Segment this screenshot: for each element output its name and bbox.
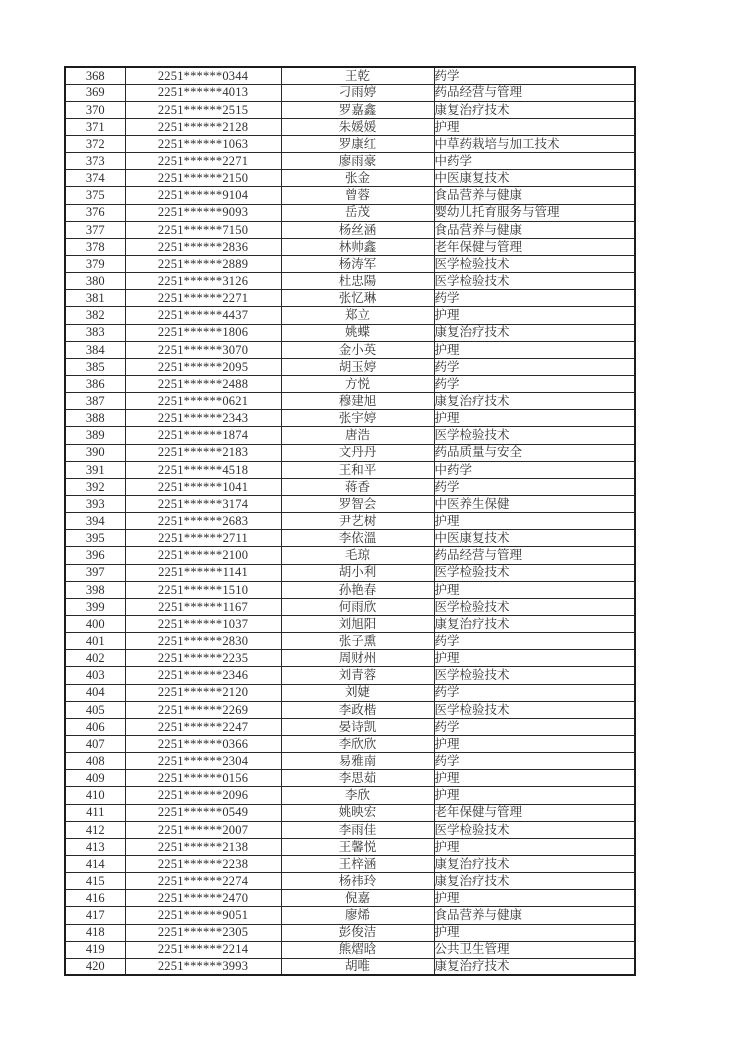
table-row <box>65 290 635 307</box>
row-number-cell: 386 <box>65 376 125 393</box>
candidate-id-cell: 2251******1063 <box>125 136 281 153</box>
row-number-cell: 407 <box>65 735 125 752</box>
name-cell: 彭俊洁 <box>281 924 434 941</box>
major-cell: 中医康复技术 <box>434 530 635 547</box>
table-row <box>65 238 635 255</box>
table-row <box>65 461 635 478</box>
name-cell: 唐浩 <box>281 427 434 444</box>
name-cell: 杨祎玲 <box>281 873 434 890</box>
major-cell: 医学检验技术 <box>434 821 635 838</box>
row-number-cell: 381 <box>65 290 125 307</box>
major-cell: 药学 <box>434 684 635 701</box>
candidate-id-cell: 2251******1874 <box>125 427 281 444</box>
table-row <box>65 358 635 375</box>
candidate-id-cell: 2251******0621 <box>125 393 281 410</box>
row-number-cell: 400 <box>65 616 125 633</box>
major-cell: 医学检验技术 <box>434 564 635 581</box>
candidate-id-cell: 2251******2836 <box>125 238 281 255</box>
candidate-id-cell: 2251******4437 <box>125 307 281 324</box>
row-number-cell: 391 <box>65 461 125 478</box>
name-cell: 刘旭阳 <box>281 616 434 633</box>
candidate-id-cell: 2251******2304 <box>125 753 281 770</box>
major-cell: 医学检验技术 <box>434 427 635 444</box>
name-cell: 周财州 <box>281 650 434 667</box>
candidate-id-cell: 2251******9104 <box>125 187 281 204</box>
candidate-id-cell: 2251******2889 <box>125 256 281 273</box>
row-number-cell: 378 <box>65 238 125 255</box>
major-cell: 中草药栽培与加工技术 <box>434 136 635 153</box>
row-number-cell: 383 <box>65 324 125 341</box>
row-number-cell: 388 <box>65 410 125 427</box>
name-cell: 张子熏 <box>281 633 434 650</box>
major-cell: 护理 <box>434 341 635 358</box>
table-row <box>65 444 635 461</box>
major-cell: 康复治疗技术 <box>434 873 635 890</box>
candidate-id-cell: 2251******1806 <box>125 324 281 341</box>
major-cell: 中药学 <box>434 153 635 170</box>
row-number-cell: 418 <box>65 924 125 941</box>
candidate-id-cell: 2251******1167 <box>125 598 281 615</box>
table-row <box>65 204 635 221</box>
row-number-cell: 371 <box>65 118 125 135</box>
name-cell: 李雨佳 <box>281 821 434 838</box>
major-cell: 康复治疗技术 <box>434 616 635 633</box>
candidate-id-cell: 2251******9093 <box>125 204 281 221</box>
row-number-cell: 375 <box>65 187 125 204</box>
name-cell: 郑立 <box>281 307 434 324</box>
candidate-id-cell: 2251******1510 <box>125 581 281 598</box>
candidate-id-cell: 2251******2515 <box>125 101 281 118</box>
candidate-id-cell: 2251******1037 <box>125 616 281 633</box>
name-cell: 杜忠陽 <box>281 273 434 290</box>
table-row <box>65 118 635 135</box>
row-number-cell: 384 <box>65 341 125 358</box>
candidate-id-cell: 2251******2346 <box>125 667 281 684</box>
major-cell: 护理 <box>434 838 635 855</box>
row-number-cell: 411 <box>65 804 125 821</box>
candidate-id-cell: 2251******2235 <box>125 650 281 667</box>
candidate-id-cell: 2251******0156 <box>125 770 281 787</box>
table-row <box>65 667 635 684</box>
name-cell: 胡小利 <box>281 564 434 581</box>
major-cell: 食品营养与健康 <box>434 907 635 924</box>
row-number-cell: 393 <box>65 496 125 513</box>
row-number-cell: 413 <box>65 838 125 855</box>
candidate-id-cell: 2251******2274 <box>125 873 281 890</box>
row-number-cell: 380 <box>65 273 125 290</box>
table-row <box>65 907 635 924</box>
major-cell: 药学 <box>434 67 635 84</box>
candidate-id-cell: 2251******2183 <box>125 444 281 461</box>
row-number-cell: 372 <box>65 136 125 153</box>
major-cell: 康复治疗技术 <box>434 324 635 341</box>
table-row <box>65 221 635 238</box>
name-cell: 李欣欣 <box>281 735 434 752</box>
table-row <box>65 633 635 650</box>
name-cell: 曾蓉 <box>281 187 434 204</box>
major-cell: 老年保健与管理 <box>434 804 635 821</box>
name-cell: 易雅南 <box>281 753 434 770</box>
name-cell: 罗智会 <box>281 496 434 513</box>
name-cell: 熊熠晗 <box>281 941 434 958</box>
major-cell: 医学检验技术 <box>434 667 635 684</box>
row-number-cell: 398 <box>65 581 125 598</box>
row-number-cell: 376 <box>65 204 125 221</box>
candidate-id-cell: 2251******2150 <box>125 170 281 187</box>
name-cell: 王和平 <box>281 461 434 478</box>
major-cell: 药学 <box>434 633 635 650</box>
name-cell: 姚映宏 <box>281 804 434 821</box>
table-row <box>65 513 635 530</box>
name-cell: 王乾 <box>281 67 434 84</box>
table-row <box>65 855 635 872</box>
table-row <box>65 598 635 615</box>
name-cell: 文丹丹 <box>281 444 434 461</box>
candidate-id-cell: 2251******3070 <box>125 341 281 358</box>
candidate-id-cell: 2251******2007 <box>125 821 281 838</box>
candidate-id-cell: 2251******4518 <box>125 461 281 478</box>
major-cell: 医学检验技术 <box>434 256 635 273</box>
row-number-cell: 401 <box>65 633 125 650</box>
roster-table-body <box>65 67 635 975</box>
table-row <box>65 410 635 427</box>
name-cell: 李欣 <box>281 787 434 804</box>
row-number-cell: 414 <box>65 855 125 872</box>
table-row <box>65 581 635 598</box>
table-row <box>65 684 635 701</box>
candidate-id-cell: 2251******3993 <box>125 958 281 975</box>
table-row <box>65 393 635 410</box>
major-cell: 食品营养与健康 <box>434 187 635 204</box>
major-cell: 护理 <box>434 924 635 941</box>
major-cell: 中药学 <box>434 461 635 478</box>
name-cell: 姚蝶 <box>281 324 434 341</box>
name-cell: 廖雨豪 <box>281 153 434 170</box>
name-cell: 张宇婷 <box>281 410 434 427</box>
name-cell: 何雨欣 <box>281 598 434 615</box>
name-cell: 刁雨婷 <box>281 84 434 101</box>
table-row <box>65 84 635 101</box>
row-number-cell: 408 <box>65 753 125 770</box>
table-row <box>65 273 635 290</box>
major-cell: 护理 <box>434 410 635 427</box>
name-cell: 尹艺树 <box>281 513 434 530</box>
table-row <box>65 341 635 358</box>
candidate-id-cell: 2251******2683 <box>125 513 281 530</box>
name-cell: 杨涛军 <box>281 256 434 273</box>
major-cell: 医学检验技术 <box>434 701 635 718</box>
row-number-cell: 403 <box>65 667 125 684</box>
major-cell: 护理 <box>434 650 635 667</box>
candidate-id-cell: 2251******2096 <box>125 787 281 804</box>
major-cell: 康复治疗技术 <box>434 958 635 975</box>
table-row <box>65 376 635 393</box>
name-cell: 张忆琳 <box>281 290 434 307</box>
name-cell: 廖烯 <box>281 907 434 924</box>
major-cell: 护理 <box>434 735 635 752</box>
candidate-id-cell: 2251******2138 <box>125 838 281 855</box>
candidate-id-cell: 2251******2214 <box>125 941 281 958</box>
roster-table-container <box>64 66 636 976</box>
candidate-id-cell: 2251******2238 <box>125 855 281 872</box>
table-row <box>65 890 635 907</box>
table-row <box>65 616 635 633</box>
name-cell: 岳茂 <box>281 204 434 221</box>
major-cell: 药品经营与管理 <box>434 547 635 564</box>
row-number-cell: 374 <box>65 170 125 187</box>
candidate-id-cell: 2251******2271 <box>125 153 281 170</box>
row-number-cell: 409 <box>65 770 125 787</box>
table-row <box>65 718 635 735</box>
candidate-id-cell: 2251******9051 <box>125 907 281 924</box>
table-row <box>65 735 635 752</box>
candidate-id-cell: 2251******2305 <box>125 924 281 941</box>
row-number-cell: 385 <box>65 358 125 375</box>
candidate-id-cell: 2251******3126 <box>125 273 281 290</box>
table-row <box>65 307 635 324</box>
candidate-id-cell: 2251******2470 <box>125 890 281 907</box>
candidate-id-cell: 2251******2128 <box>125 118 281 135</box>
table-row <box>65 958 635 975</box>
major-cell: 康复治疗技术 <box>434 101 635 118</box>
table-row <box>65 701 635 718</box>
table-row <box>65 753 635 770</box>
candidate-id-cell: 2251******2269 <box>125 701 281 718</box>
table-row <box>65 924 635 941</box>
row-number-cell: 373 <box>65 153 125 170</box>
candidate-id-cell: 2251******0344 <box>125 67 281 84</box>
row-number-cell: 389 <box>65 427 125 444</box>
row-number-cell: 420 <box>65 958 125 975</box>
candidate-id-cell: 2251******2830 <box>125 633 281 650</box>
row-number-cell: 417 <box>65 907 125 924</box>
row-number-cell: 387 <box>65 393 125 410</box>
candidate-id-cell: 2251******2095 <box>125 358 281 375</box>
major-cell: 护理 <box>434 581 635 598</box>
row-number-cell: 368 <box>65 67 125 84</box>
name-cell: 李依溫 <box>281 530 434 547</box>
name-cell: 穆建旭 <box>281 393 434 410</box>
row-number-cell: 390 <box>65 444 125 461</box>
row-number-cell: 397 <box>65 564 125 581</box>
candidate-id-cell: 2251******2100 <box>125 547 281 564</box>
row-number-cell: 399 <box>65 598 125 615</box>
major-cell: 康复治疗技术 <box>434 855 635 872</box>
major-cell: 药学 <box>434 290 635 307</box>
table-row <box>65 170 635 187</box>
candidate-id-cell: 2251******2271 <box>125 290 281 307</box>
table-row <box>65 787 635 804</box>
table-row <box>65 496 635 513</box>
candidate-id-cell: 2251******1141 <box>125 564 281 581</box>
row-number-cell: 404 <box>65 684 125 701</box>
row-number-cell: 379 <box>65 256 125 273</box>
name-cell: 罗嘉鑫 <box>281 101 434 118</box>
candidate-id-cell: 2251******2247 <box>125 718 281 735</box>
name-cell: 金小英 <box>281 341 434 358</box>
major-cell: 中医养生保健 <box>434 496 635 513</box>
table-row <box>65 324 635 341</box>
table-row <box>65 804 635 821</box>
table-row <box>65 838 635 855</box>
candidate-id-cell: 2251******2488 <box>125 376 281 393</box>
table-row <box>65 770 635 787</box>
table-row <box>65 427 635 444</box>
major-cell: 护理 <box>434 890 635 907</box>
name-cell: 胡玉婷 <box>281 358 434 375</box>
name-cell: 晏诗凯 <box>281 718 434 735</box>
table-row <box>65 530 635 547</box>
table-row <box>65 136 635 153</box>
major-cell: 药学 <box>434 358 635 375</box>
major-cell: 中医康复技术 <box>434 170 635 187</box>
row-number-cell: 405 <box>65 701 125 718</box>
major-cell: 食品营养与健康 <box>434 221 635 238</box>
row-number-cell: 415 <box>65 873 125 890</box>
major-cell: 药学 <box>434 718 635 735</box>
major-cell: 护理 <box>434 787 635 804</box>
major-cell: 护理 <box>434 513 635 530</box>
table-row <box>65 873 635 890</box>
row-number-cell: 416 <box>65 890 125 907</box>
name-cell: 胡唯 <box>281 958 434 975</box>
row-number-cell: 412 <box>65 821 125 838</box>
table-row <box>65 564 635 581</box>
row-number-cell: 370 <box>65 101 125 118</box>
major-cell: 护理 <box>434 770 635 787</box>
row-number-cell: 382 <box>65 307 125 324</box>
table-row <box>65 153 635 170</box>
major-cell: 医学检验技术 <box>434 598 635 615</box>
major-cell: 药品经营与管理 <box>434 84 635 101</box>
table-row <box>65 478 635 495</box>
candidate-id-cell: 2251******0366 <box>125 735 281 752</box>
name-cell: 毛琼 <box>281 547 434 564</box>
name-cell: 林帅鑫 <box>281 238 434 255</box>
roster-table <box>64 66 636 976</box>
table-row <box>65 547 635 564</box>
major-cell: 药学 <box>434 478 635 495</box>
table-row <box>65 187 635 204</box>
table-row <box>65 256 635 273</box>
major-cell: 公共卫生管理 <box>434 941 635 958</box>
major-cell: 药品质量与安全 <box>434 444 635 461</box>
candidate-id-cell: 2251******1041 <box>125 478 281 495</box>
major-cell: 药学 <box>434 753 635 770</box>
row-number-cell: 369 <box>65 84 125 101</box>
major-cell: 护理 <box>434 307 635 324</box>
name-cell: 刘青蓉 <box>281 667 434 684</box>
name-cell: 张金 <box>281 170 434 187</box>
name-cell: 杨丝涵 <box>281 221 434 238</box>
name-cell: 王馨悦 <box>281 838 434 855</box>
candidate-id-cell: 2251******2711 <box>125 530 281 547</box>
row-number-cell: 406 <box>65 718 125 735</box>
name-cell: 李政楷 <box>281 701 434 718</box>
major-cell: 护理 <box>434 118 635 135</box>
row-number-cell: 395 <box>65 530 125 547</box>
major-cell: 康复治疗技术 <box>434 393 635 410</box>
row-number-cell: 377 <box>65 221 125 238</box>
row-number-cell: 419 <box>65 941 125 958</box>
candidate-id-cell: 2251******7150 <box>125 221 281 238</box>
major-cell: 老年保健与管理 <box>434 238 635 255</box>
major-cell: 婴幼儿托育服务与管理 <box>434 204 635 221</box>
candidate-id-cell: 2251******2120 <box>125 684 281 701</box>
name-cell: 倪嘉 <box>281 890 434 907</box>
name-cell: 方悦 <box>281 376 434 393</box>
major-cell: 药学 <box>434 376 635 393</box>
table-row <box>65 941 635 958</box>
row-number-cell: 396 <box>65 547 125 564</box>
candidate-id-cell: 2251******0549 <box>125 804 281 821</box>
candidate-id-cell: 2251******4013 <box>125 84 281 101</box>
major-cell: 医学检验技术 <box>434 273 635 290</box>
row-number-cell: 394 <box>65 513 125 530</box>
name-cell: 孙艳春 <box>281 581 434 598</box>
row-number-cell: 402 <box>65 650 125 667</box>
name-cell: 王梓涵 <box>281 855 434 872</box>
table-row <box>65 821 635 838</box>
name-cell: 李思茹 <box>281 770 434 787</box>
table-row <box>65 67 635 84</box>
name-cell: 蒋香 <box>281 478 434 495</box>
candidate-id-cell: 2251******2343 <box>125 410 281 427</box>
table-row <box>65 101 635 118</box>
row-number-cell: 392 <box>65 478 125 495</box>
name-cell: 刘婕 <box>281 684 434 701</box>
candidate-id-cell: 2251******3174 <box>125 496 281 513</box>
name-cell: 朱媛媛 <box>281 118 434 135</box>
name-cell: 罗康红 <box>281 136 434 153</box>
row-number-cell: 410 <box>65 787 125 804</box>
table-row <box>65 650 635 667</box>
